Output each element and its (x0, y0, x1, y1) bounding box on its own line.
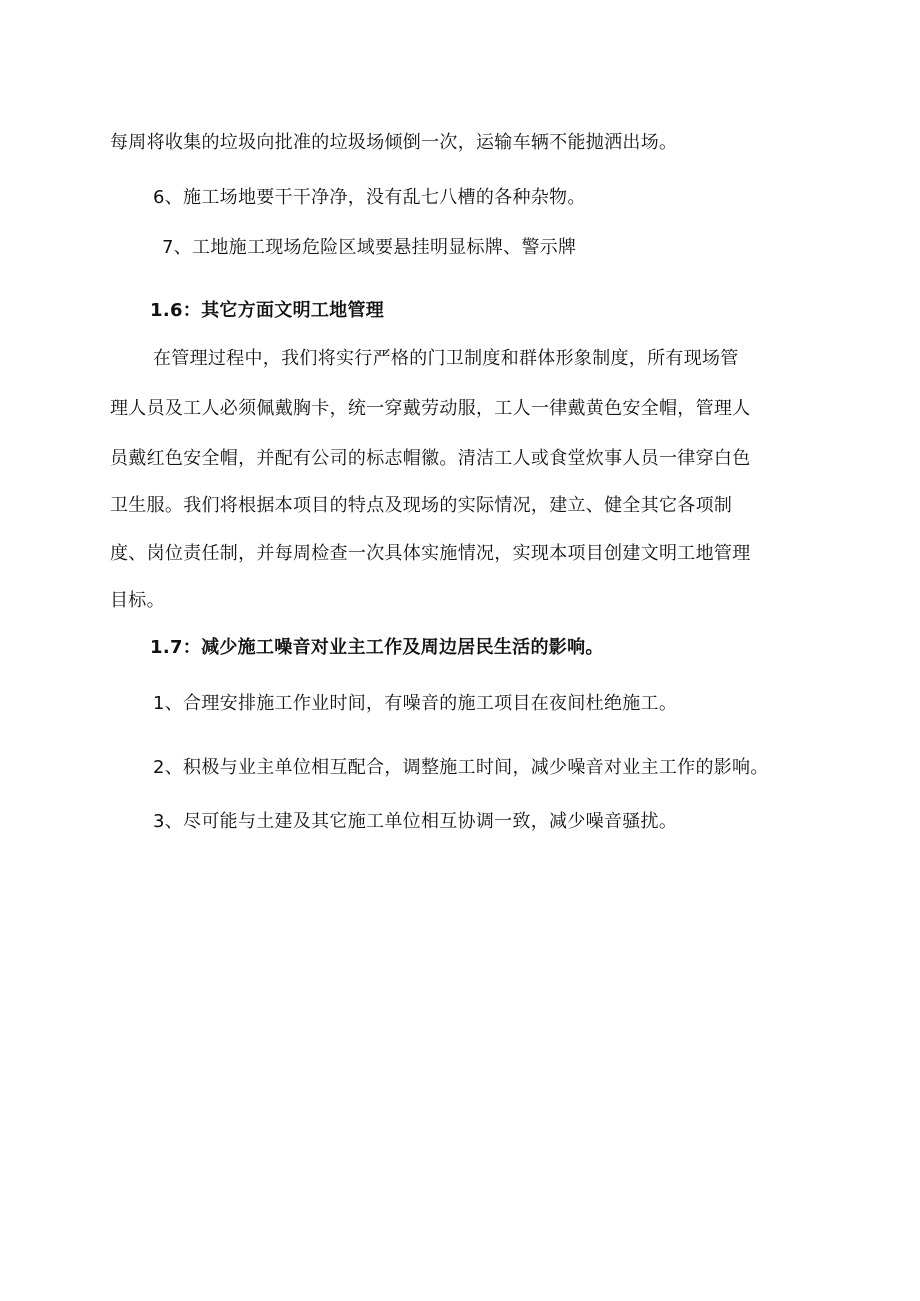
paragraph-line: 理人员及工人必须佩戴胸卡，统一穿戴劳动服，工人一律戴黄色安全帽，管理人 (110, 398, 751, 419)
paragraph-line: 员戴红色安全帽，并配有公司的标志帽徽。清洁工人或食堂炊事人员一律穿白色 (110, 448, 751, 469)
section-heading-1-7: 1.7：减少施工噪音对业主工作及周边居民生活的影响。 (150, 637, 604, 658)
list-item-2: 2、积极与业主单位相互配合，调整施工时间，减少噪音对业主工作的影响。 (153, 757, 769, 778)
paragraph-continuation: 每周将收集的垃圾向批准的垃圾场倾倒一次，运输车辆不能抛洒出场。 (110, 132, 678, 153)
paragraph-line: 度、岗位责任制，并每周检查一次具体实施情况，实现本项目创建文明工地管理 (110, 543, 751, 564)
paragraph-line: 卫生服。我们将根据本项目的特点及现场的实际情况，建立、健全其它各项制 (110, 495, 733, 516)
section-heading-1-6: 1.6：其它方面文明工地管理 (150, 300, 385, 321)
list-item-1: 1、合理安排施工作业时间，有噪音的施工项目在夜间杜绝施工。 (153, 693, 678, 714)
list-item-3: 3、尽可能与土建及其它施工单位相互协调一致，减少噪音骚扰。 (153, 811, 678, 832)
list-item-6: 6、施工场地要干干净净，没有乱七八槽的各种杂物。 (153, 187, 586, 208)
paragraph-line: 目标。 (110, 590, 165, 611)
paragraph-line: 在管理过程中，我们将实行严格的门卫制度和群体形象制度，所有现场管 (153, 348, 739, 369)
list-item-7: 7、工地施工现场危险区域要悬挂明显标牌、警示牌 (162, 237, 577, 258)
